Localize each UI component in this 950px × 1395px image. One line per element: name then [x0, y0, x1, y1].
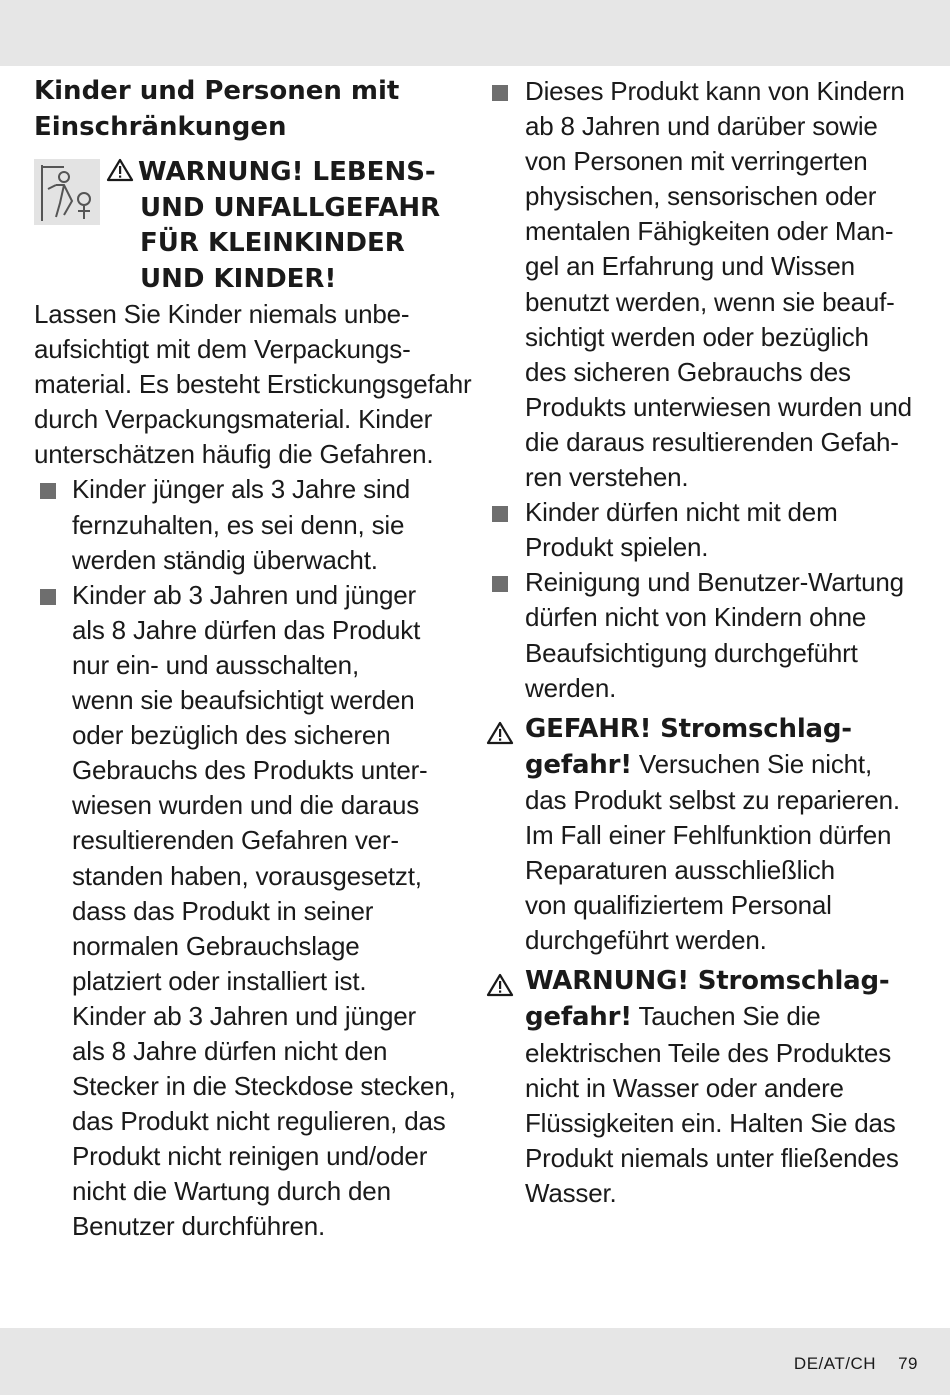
footer-country-codes: DE/AT/CH: [793, 1354, 876, 1373]
right-column: [488, 74, 928, 1211]
square-bullet-icon: [40, 589, 56, 605]
list-item: Reinigung und Benutzer-Wartung dürfen nicht von Kindern ohne Beaufsichtigung durchgeführt werden.: [488, 565, 928, 705]
list-item: Kinder ab 3 Jahren und jünger als 8 Jahre dürfen das Produkt nur ein- und ausschalten, wenn sie beaufsichtigt werden oder bezüglich des sicheren Gebrauchs des Produkts unter- wiesen wurden und die daraus resultierenden Gefahren ver- standen haben, vorausgesetzt, dass das Produkt in seiner normalen Gebrauchslage platziert oder installiert ist. Kinder ab 3 Jahren und jünger als 8 Jahre dürfen nicht den Stecker in die Steckdose stecken, das Produkt nicht regulieren, das Produkt nicht reinigen und/oder nicht die Wartung durch den Benutzer durchführen.: [34, 578, 474, 1245]
electric-shock-danger: GEFAHR! Stromschlag- gefahr! Versuchen Sie nicht, das Produkt selbst zu reparieren. Im Fall einer Fehlfunktion dürfen Reparaturen ausschließlich von qualifiziertem Personal durchgeführt werden.: [488, 712, 928, 959]
warning-triangle-icon: [106, 158, 134, 182]
page-number: 79: [898, 1354, 918, 1373]
left-bullet-list: [34, 472, 474, 1244]
left-column: [34, 74, 474, 1245]
square-bullet-icon: [492, 576, 508, 592]
warning-triangle-icon: [486, 973, 514, 997]
child-warning: [34, 155, 474, 295]
top-band: [0, 0, 950, 66]
square-bullet-icon: [40, 483, 56, 499]
electric-shock-warning: WARNUNG! Stromschlag- gefahr! Tauchen Sie die elektrischen Teile des Produktes nicht in Wasser oder andere Flüssigkeiten ein. Halten Sie das Produkt niemals unter fließendes Wasser.: [488, 964, 928, 1211]
list-item: Dieses Produkt kann von Kindern ab 8 Jahren und darüber sowie von Personen mit verringerten physischen, sensorischen oder mentalen Fähigkeiten oder Man- gel an Erfahrung und Wissen benutzt werden, wenn sie beauf- sichtigt werden oder bezüglich des sicheren Gebrauchs des Produkts unterwiesen wurden und die daraus resultierenden Gefah- ren verstehen.: [488, 74, 928, 495]
intro-paragraph: Lassen Sie Kinder niemals unbe- aufsichtigt mit dem Verpackungs- material. Es besteht Erstickungsgefahr durch Verpackungsmaterial. Kinder unterschätzen häufig die Gefahren.: [34, 299, 472, 470]
child-at-window-icon: [34, 159, 100, 225]
square-bullet-icon: [492, 85, 508, 101]
right-bullet-list: [488, 74, 928, 706]
list-item: Kinder dürfen nicht mit dem Produkt spielen.: [488, 495, 928, 565]
warning-title: WARNUNG! LEBENS- UND UNFALLGEFAHR FÜR KLEINKINDER UND KINDER!: [106, 155, 440, 297]
warning-triangle-icon: [486, 721, 514, 745]
section-heading: Kinder und Personen mit Einschränkungen: [34, 76, 400, 142]
square-bullet-icon: [492, 506, 508, 522]
list-item: Kinder jünger als 3 Jahre sind fernzuhalten, es sei denn, sie werden ständig überwacht.: [34, 472, 474, 577]
